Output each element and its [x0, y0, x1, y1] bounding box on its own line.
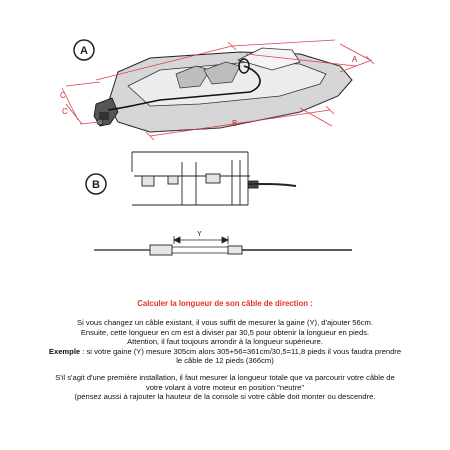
- sheath-label-y: Y: [197, 231, 202, 238]
- instruction-line: Si vous changez un câble existant, il vous suffit de mesurer la gaine (Y), d'ajouter 56cm.: [77, 318, 373, 327]
- figure-a-badge: [74, 40, 94, 60]
- instruction-line: (pensez aussi à rajouter la hauteur de la console si votre câble doit monter ou descendre.: [74, 392, 376, 402]
- console-illustration: [132, 152, 296, 205]
- instructions-new-install: [10, 373, 440, 402]
- instruction-line: Attention, il faut toujours arrondir à la longueur supérieure.: [127, 337, 323, 347]
- boat-illustration: [94, 48, 352, 132]
- dim-label-c-top: C: [60, 91, 66, 100]
- dim-label-b: B: [232, 119, 238, 128]
- example-line-2: le câble de 12 pieds (366cm): [176, 356, 274, 366]
- dim-label-a: A: [352, 55, 358, 64]
- steering-cable: [94, 245, 352, 255]
- section-heading: Calculer la longueur de son câble de direction :: [137, 299, 313, 308]
- example-label: Exemple: [48, 346, 81, 356]
- instructions-existing-cable: [10, 318, 440, 366]
- instruction-line: Ensuite, cette longueur en cm est à diviser par 30,5 pour obtenir la longueur en pieds.: [80, 327, 370, 337]
- figure-b-badge: [86, 174, 106, 194]
- figure-a-badge-label: A: [80, 45, 88, 57]
- dim-label-c-bottom: C: [62, 107, 68, 116]
- instruction-line: S'il s'agit d'une première installation, il faut mesurer la longueur totale que va parcourir votre câble de: [55, 373, 395, 382]
- example-line: [10, 347, 440, 357]
- example-text: : si votre gaine (Y) mesure 305cm alors 305+56=361cm/30,5=11,8 pieds il vous faudra prendre: [80, 346, 402, 356]
- instruction-line: votre volant à votre moteur en position "neutre": [145, 382, 305, 392]
- figure-b-badge-label: B: [92, 179, 100, 191]
